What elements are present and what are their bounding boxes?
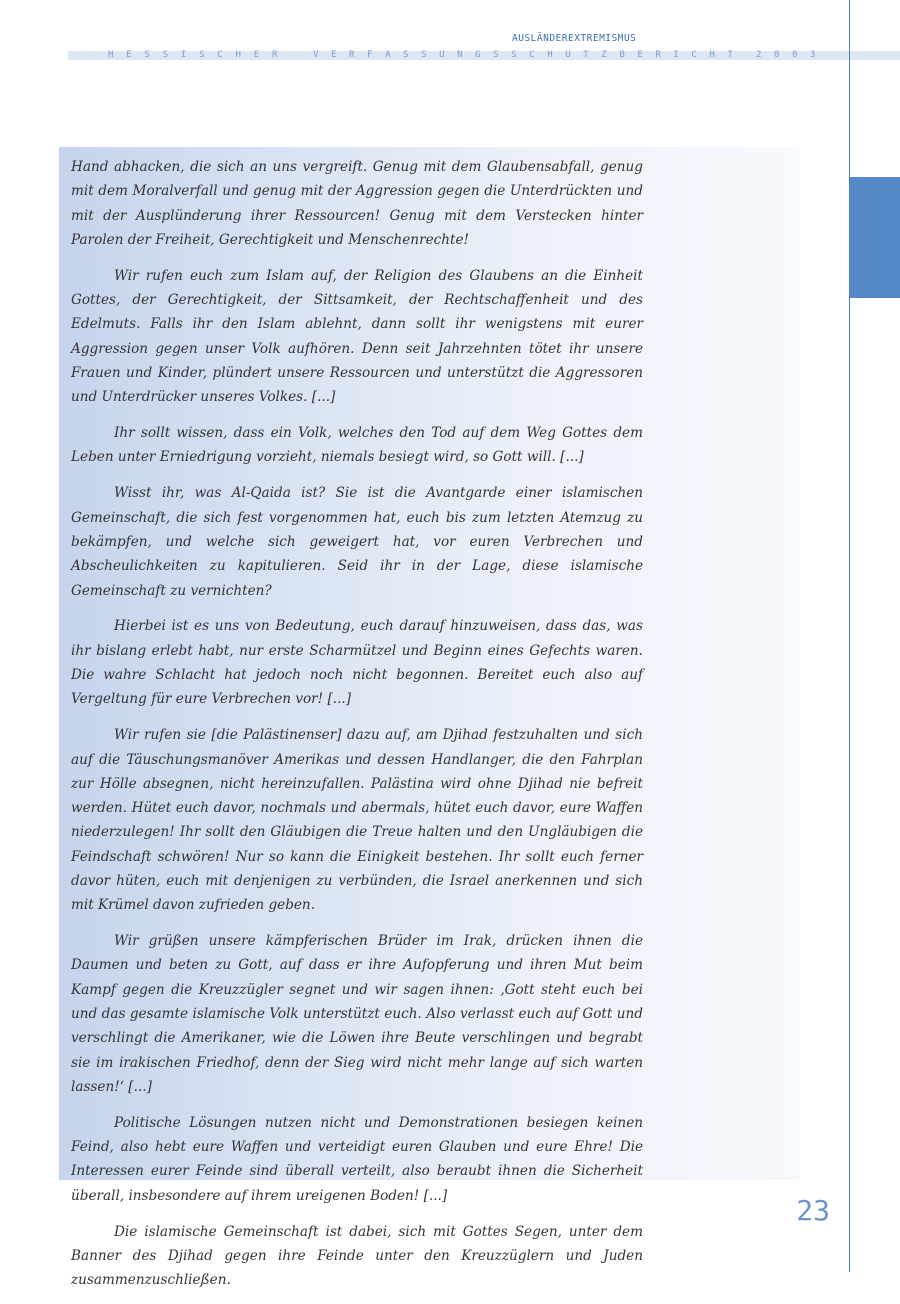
page-number: 23 [796,1194,830,1227]
section-label: AUSLÄNDEREXTREMISMUS [512,33,637,44]
paragraph-5: Hierbei ist es uns von Bedeutung, euch darauf hinzuweisen, dass das, was ihr bislang erlebt habt, nur erste Scharmützel und Beginn eines Gefechts waren. Die wahre Schlacht hat jedoch noch nicht begonnen. Bereitet euch also auf Vergeltung für eure Verbrechen vor! [...] [71,618,643,708]
paragraph-6: Wir rufen sie [die Palästinenser] dazu auf, am Djihad festzuhalten und sich auf die Täuschungsmanöver Amerikas und dessen Handlanger, die den Fahrplan zur Hölle absegnen, nicht hereinzufallen. Palästina wird ohne Djihad nie befreit werden. Hütet euch davor, nochmals und abermals, hütet euch davor, eure Waffen niederzulegen! Ihr sollt den Gläubigen die Treue halten und den Ungläubigen die Feindschaft schwören! Nur so kann die Einigkeit bestehen. Ihr sollt euch ferner davor hüten, euch mit denjenigen zu verbünden, die Israel anerkennen und sich mit Krümel davon zufrieden geben. [71,727,643,914]
paragraph-3: Ihr sollt wissen, dass ein Volk, welches den Tod auf dem Weg Gottes dem Leben unter Erniedrigung vorzieht, niemals besiegt wird, so Gott will. [...] [71,425,643,466]
paragraph-8: Politische Lösungen nutzen nicht und Demonstrationen besiegen keinen Feind, also hebt eure Waffen und verteidigt euren Glauben und eure Ehre! Die Interessen eurer Feinde sind überall verteilt, also beraubt ihnen die Sicherheit überall, insbesondere auf ihrem ureigenen Boden! [...] [71,1114,643,1204]
running-header-word-1: HESSISCHER [108,50,291,60]
paragraph-1: Hand abhacken, die sich an uns vergreift. Genug mit dem Glaubensabfall, genug mit dem Moralverfall und genug mit der Aggression gegen die Unterdrückten und mit der Ausplünderung ihrer Ressourcen! Genug mit dem Verstecken hinter Parolen der Freiheit, Gerechtigkeit und Menschenrechte! [71,159,643,248]
quote-text [71,155,643,1304]
running-header [108,50,828,61]
paragraph-4: Wisst ihr, was Al-Qaida ist? Sie ist die Avantgarde einer islamischen Gemeinschaft, die sich fest vorgenommen hat, euch bis zum letzten Atemzug zu bekämpfen, und welche sich geweigert hat, vor euren Verbrechen und Abscheulichkeiten zu kapitulieren. Seid ihr in der Lage, diese islamische Gemeinschaft zu vernichten? [71,485,643,599]
chapter-tab [850,177,900,298]
running-header-year: 2003 [756,50,829,60]
paragraph-2: Wir rufen euch zum Islam auf, der Religion des Glaubens an die Einheit Gottes, der Gerechtigkeit, der Sittsamkeit, der Rechtschaffenheit und des Edelmuts. Falls ihr den Islam ablehnt, dann sollt ihr wenigstens mit eurer Aggression gegen unser Volk aufhören. Denn seit Jahrzehnten tötet ihr unsere Frauen und Kinder, plündert unsere Ressourcen und unterstützt die Aggressoren und Unterdrücker unseres Volkes. [...] [71,267,643,406]
paragraph-9: Die islamische Gemeinschaft ist dabei, sich mit Gottes Segen, unter dem Banner des Djihad gegen ihre Feinde unter den Kreuzzüglern und Juden zusammenzuschließen. [71,1223,643,1289]
paragraph-7: Wir grüßen unsere kämpferischen Brüder im Irak, drücken ihnen die Daumen und beten zu Gott, auf dass er ihre Aufopferung und ihren Mut beim Kampf gegen die Kreuzzügler segnet und wir sagen ihnen: ‚Gott steht euch bei und das gesamte islamische Volk unterstützt euch. Also verlasst euch auf Gott und verschlingt die Amerikaner, wie die Löwen ihre Beute verschlingen und begrabt sie im irakischen Friedhof, denn der Sieg wird nicht mehr lange auf sich warten lassen!‘ [...] [71,933,643,1095]
running-header-word-2: VERFASSUNGSSCHUTZBERICHT [313,50,746,60]
